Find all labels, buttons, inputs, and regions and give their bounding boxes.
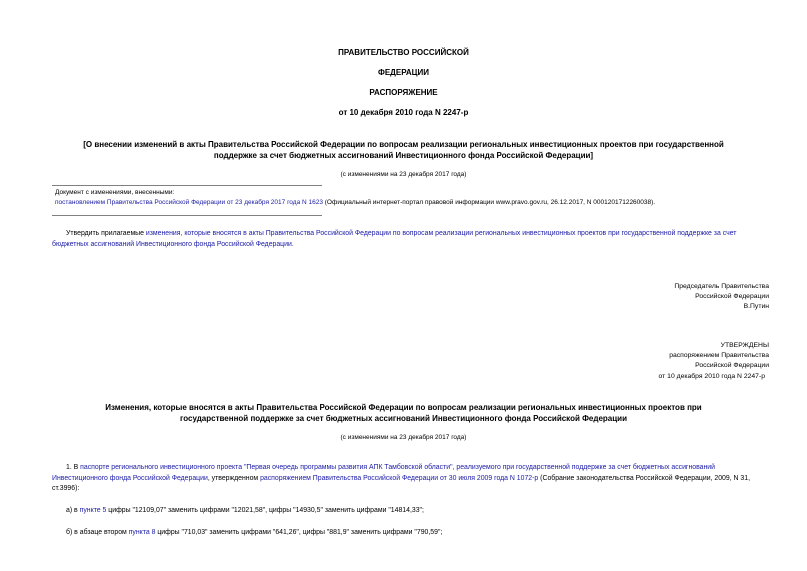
approve-prefix: Утвердить прилагаемые [66,230,146,237]
approve-paragraph [52,229,768,250]
item-b-prefix: б) в абзаце втором [66,529,129,536]
item-a-prefix: а) в [66,507,80,514]
header-federation: ФЕДЕРАЦИИ [378,68,429,77]
order-1072-link[interactable]: распоряжением Правительства Российской Федерации от 30 июля 2009 года N 1072-р [260,474,539,482]
changes-box-source: (Официальный интернет-портал правовой информации www.pravo.gov.ru, 26.12.2017, N 0001201712260038). [322,199,656,206]
approved-by: распоряжением Правительства [669,352,769,360]
changes-amended-note: (с изменениями на 23 декабря 2017 года) [340,434,467,441]
approved-date: от 10 декабря 2010 года N 2247-р [658,372,765,380]
changes-box-bottom-rule [52,215,322,216]
approved-block [659,341,769,382]
item-b-text: цифры "710,03" заменить цифрами "641,26", цифры "881,9" заменить цифрами "790,59"; [155,529,443,536]
signature-federation: Российской Федерации [695,293,769,301]
item-1-suffix: (Собрание законодательства Российской Федерации, 2009, N 31, [538,474,751,482]
changes-title-line1: Изменения, которые вносятся в акты Правительства Российской Федерации по вопросам реализации региональных инвестиционных проектов при [105,403,702,412]
signature-position: Председатель Правительства [674,283,769,290]
approved-changes-link[interactable]: изменения, которые вносятся в акты Правительства Российской Федерации по вопросам реализации региональных инвестиционных проектов при государственной поддержке за счет [145,230,737,237]
point-8-link[interactable]: пункта 8 [128,529,156,536]
item-1-paragraph [52,463,768,495]
item-a-paragraph [52,506,768,517]
item-1-mid: , утвержденном [207,474,261,482]
project-passport-link[interactable]: паспорте регионального инвестиционного проекта "Первая очередь программы развития АПК Тамбовской области", реализуемого при государственной поддержке за счет бюджетных ассигнований [80,464,716,471]
signature-block [674,282,769,313]
header-date-number: от 10 декабря 2010 года N 2247-р [338,108,469,117]
document-title-line1: [О внесении изменений в акты Правительства Российской Федерации по вопросам реализации региональных инвестиционных проектов при государственной [83,140,724,149]
changes-title-line2: государственной поддержке за счет бюджетных ассигнований Инвестиционного фонда Российской Федерации [180,414,627,423]
item-a-text: цифры "12109,07" заменить цифрами "12021,58", цифры "14930,5" заменить цифрами "14814,33"; [106,507,424,514]
approved-heading: УТВЕРЖДЕНЫ [720,342,769,349]
changes-box-label: Документ с изменениями, внесенными: [55,189,175,196]
item-1-prefix: 1. В [66,464,81,471]
project-passport-link-cont[interactable]: Инвестиционного фонда Российской Федерации [52,474,208,482]
changes-box-text [55,199,655,208]
changes-box-top-rule [52,185,322,186]
signature-name: В.Путин [743,303,769,311]
amending-decree-link[interactable]: постановлением Правительства Российской Федерации от 23 декабря 2017 года N 1623 [55,199,323,206]
approved-federation: Российской Федерации [695,362,769,370]
document-title-line2: поддержке за счет бюджетных ассигнований Инвестиционного фонда Российской Федерации] [213,151,594,160]
amended-note: (с изменениями на 23 декабря 2017 года) [340,171,467,178]
item-b-paragraph [52,528,768,539]
approved-changes-link-cont[interactable]: бюджетных ассигнований Инвестиционного фонда Российской Федерации. [52,240,294,248]
header-order-type: РАСПОРЯЖЕНИЕ [369,88,438,97]
point-5-link[interactable]: пункте 5 [79,507,107,514]
item-1-line3: ст.3996): [52,485,80,493]
header-government: ПРАВИТЕЛЬСТВО РОССИЙСКОЙ [338,48,469,57]
